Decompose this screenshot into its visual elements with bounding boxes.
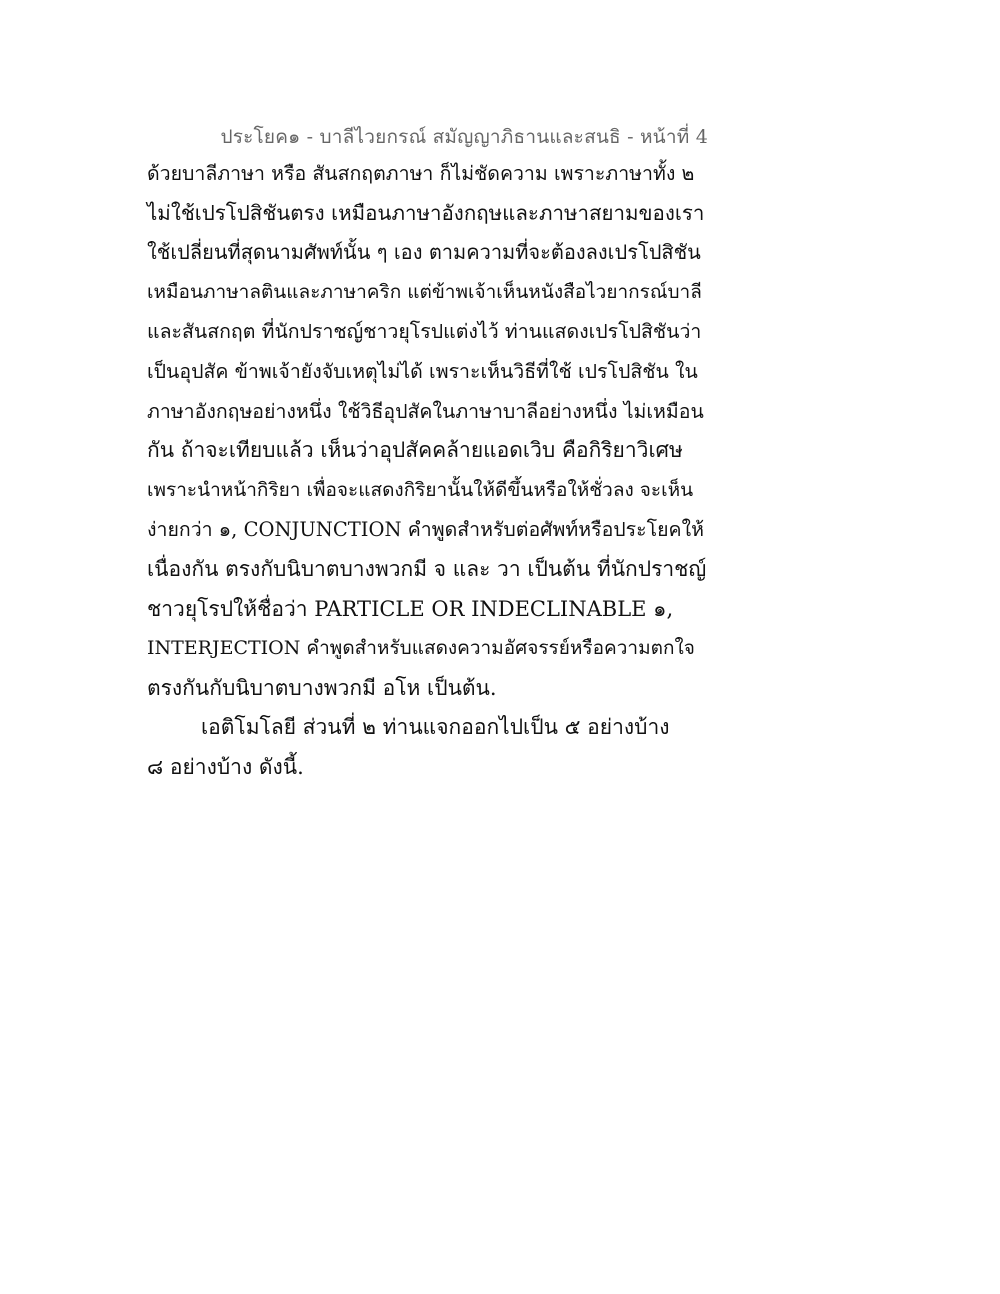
- text-line: ใช้เปลี่ยนที่สุดนามศัพท์นั้น ๆ เอง ตามความที่จะต้องลงเปรโปสิชัน: [147, 240, 701, 265]
- running-header: ประโยค๑ - บาลีไวยกรณ์ สมัญญาภิธานและสนธิ - หน้าที่ 4: [220, 126, 708, 148]
- body-text: [147, 154, 707, 788]
- text-line: ง่ายกว่า ๑, CONJUNCTION คำพูดสำหรับต่อศัพท์หรือประโยคให้: [147, 518, 704, 542]
- text-line: เป็นอุปสัค ข้าพเจ้ายังจับเหตุไม่ได้ เพราะเห็นวิธีที่ใช้ เปรโปสิชัน ใน: [147, 359, 698, 383]
- text-line: เพราะนำหน้ากิริยา เพื่อจะแสดงกิริยานั้นให้ดีขึ้นหรือให้ชั่วลง จะเห็น: [147, 478, 694, 501]
- paragraph-start-line: เอติโมโลยี ส่วนที่ ๒ ท่านแจกออกไปเป็น ๕ อย่างบ้าง: [201, 715, 670, 740]
- text-line: ไม่ใช้เปรโปสิชันตรง เหมือนภาษาอังกฤษและภาษาสยามของเรา: [147, 200, 705, 225]
- text-line: ๘ อย่างบ้าง ดังนี้.: [147, 754, 304, 779]
- text-line: ด้วยบาลีภาษา หรือ สันสกฤตภาษา ก็ไม่ชัดความ เพราะภาษาทั้ง ๒: [147, 162, 695, 185]
- text-line: ภาษาอังกฤษอย่างหนึ่ง ใช้วิธีอุปสัคในภาษาบาลีอย่างหนึ่ง ไม่เหมือน: [147, 399, 704, 423]
- text-line: และสันสกฤต ที่นักปราชญ์ชาวยุโรปแต่งไว้ ท่านแสดงเปรโปสิชันว่า: [147, 320, 702, 344]
- text-line: กัน ถ้าจะเทียบแล้ว เห็นว่าอุปสัคคล้ายแอดเวิบ คือกิริยาวิเศษ: [147, 438, 683, 463]
- text-line: ชาวยุโรปให้ชื่อว่า PARTICLE OR INDECLINABLE ๑,: [147, 596, 674, 621]
- text-line: เหมือนภาษาลตินและภาษาคริก แต่ข้าพเจ้าเห็นหนังสือไวยากรณ์บาลี: [147, 280, 702, 303]
- text-line: ตรงกันกับนิบาตบางพวกมี อโห เป็นต้น.: [147, 675, 497, 700]
- text-line: INTERJECTION คำพูดสำหรับแสดงความอัศจรรย์หรือความตกใจ: [147, 637, 695, 660]
- text-line: เนื่องกัน ตรงกับนิบาตบางพวกมี จ และ วา เป็นต้น ที่นักปราชญ์: [147, 556, 707, 581]
